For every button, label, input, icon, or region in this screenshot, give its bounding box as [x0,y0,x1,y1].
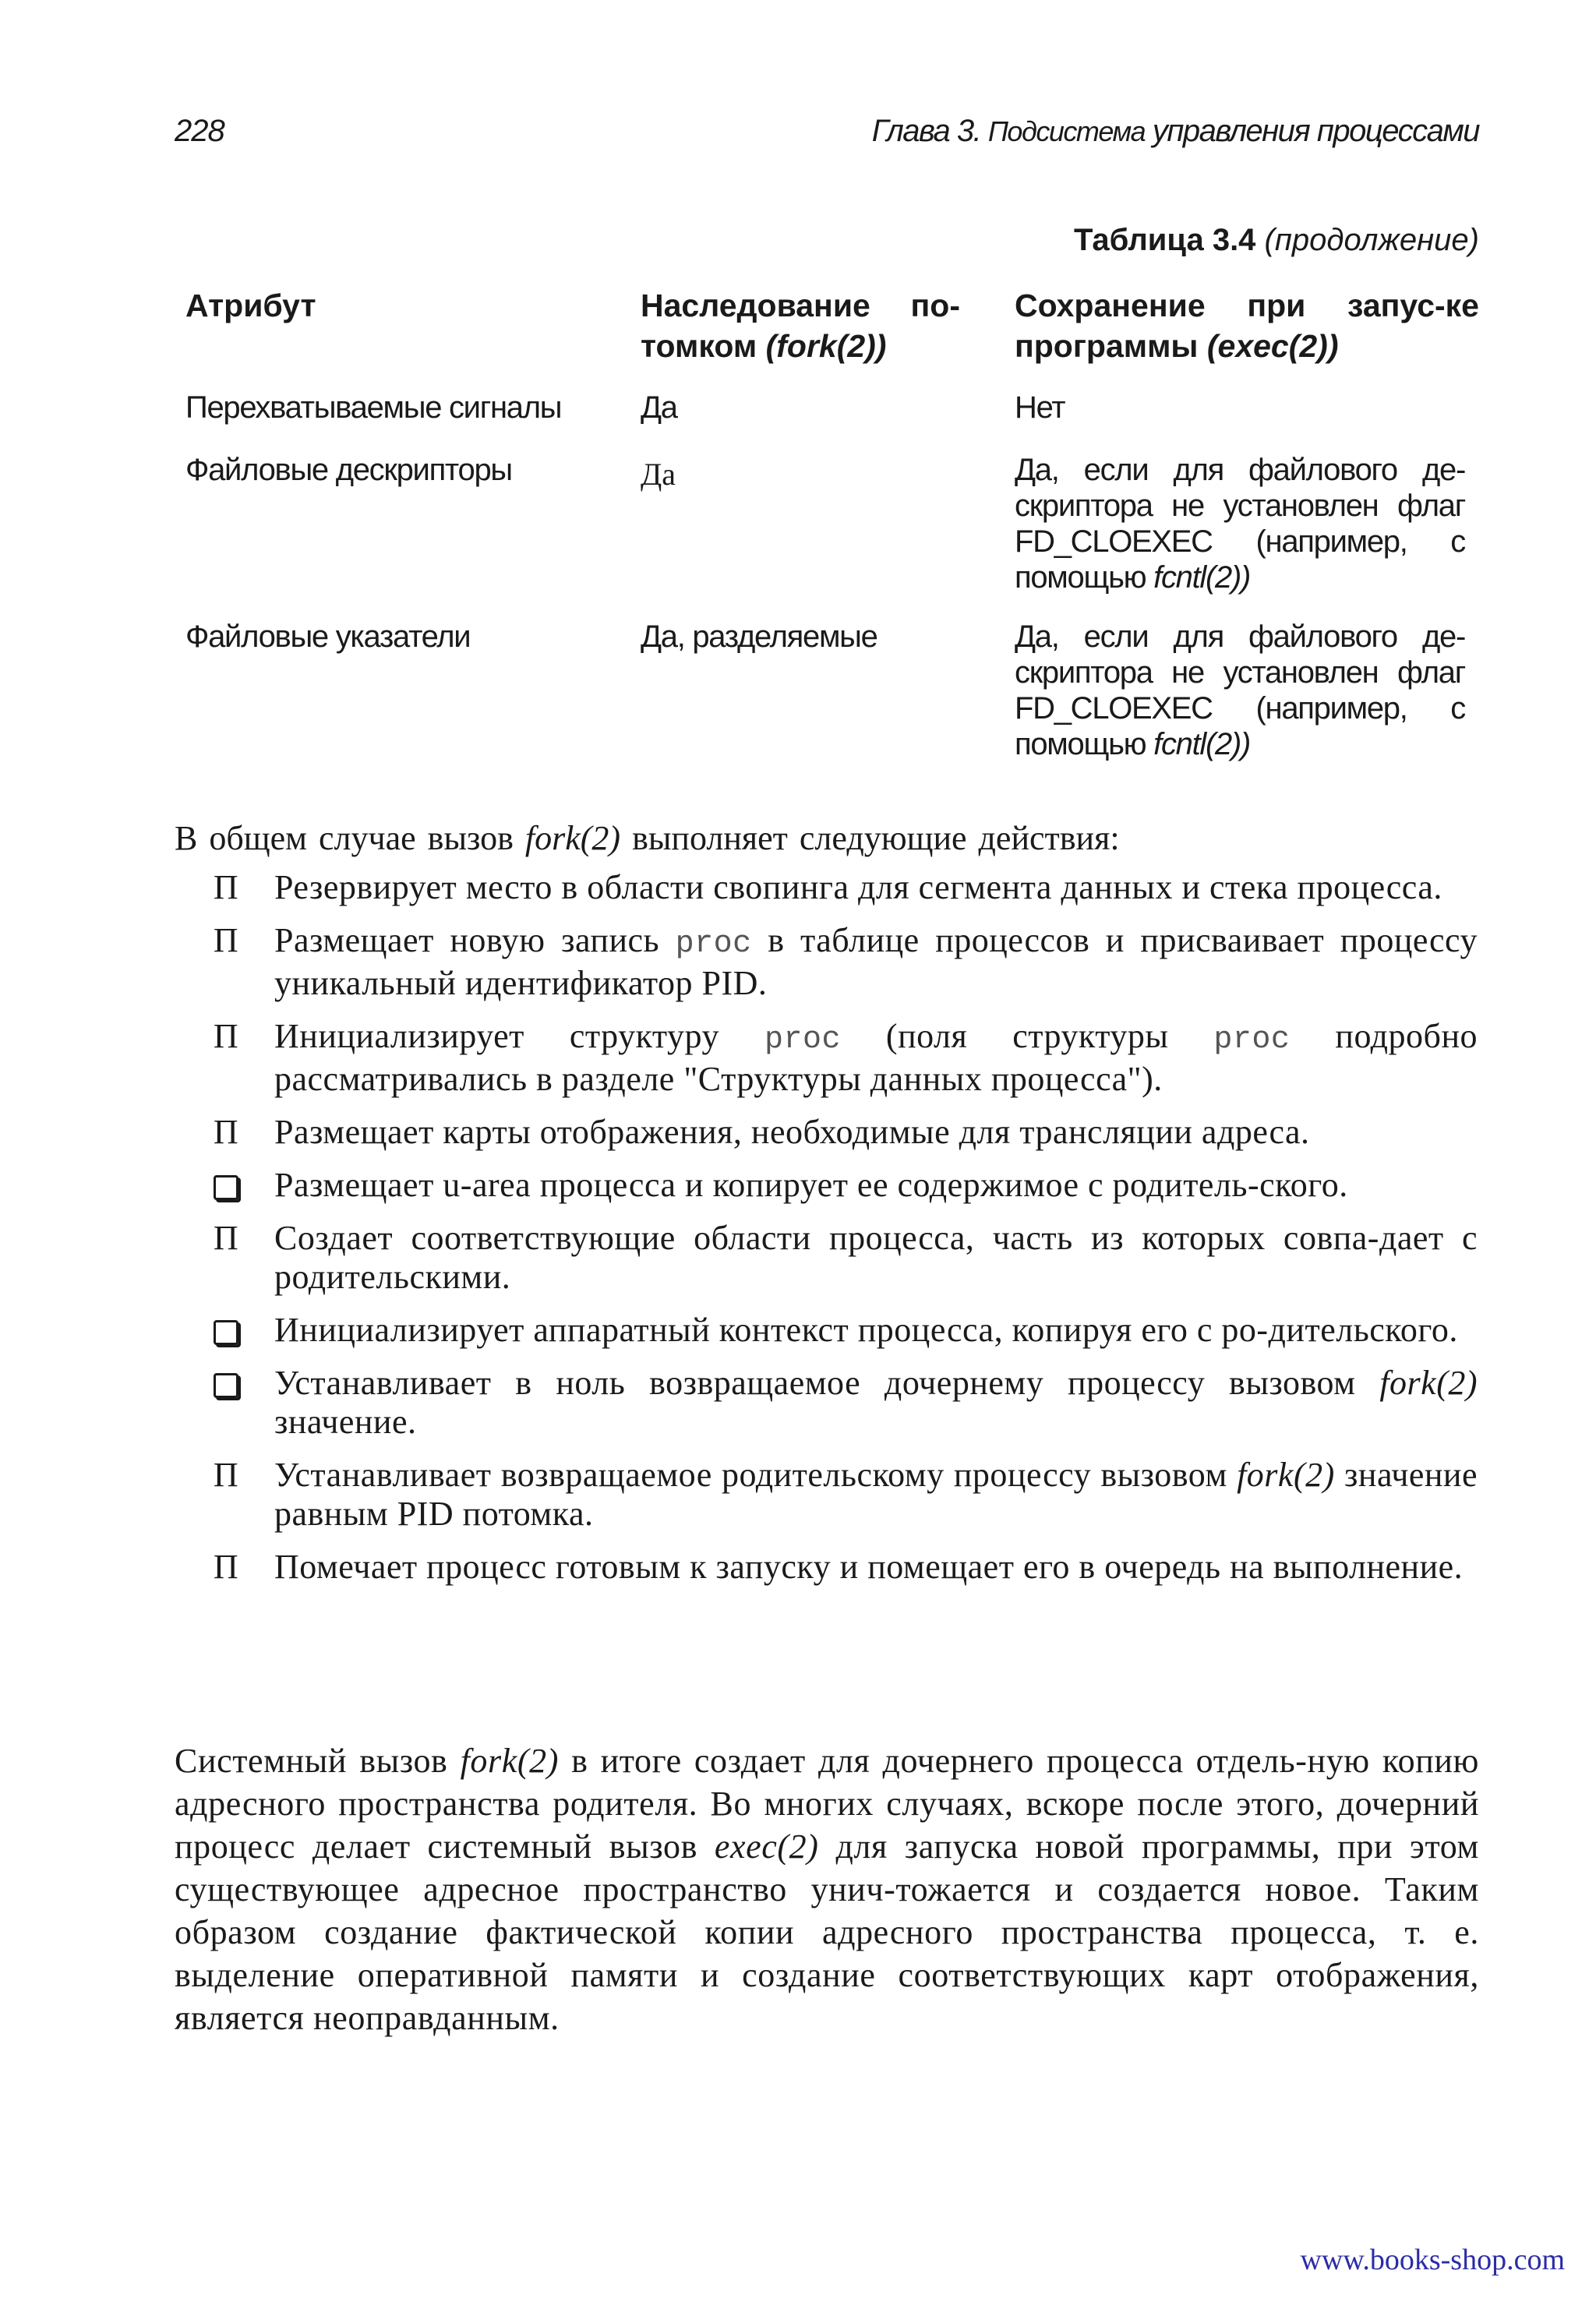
header-attribute: Атрибут [185,288,316,323]
table-caption [1074,223,1479,258]
closing-paragraph [175,1739,1479,2039]
row1-inherit: Да [641,390,677,425]
intro-post: выполняет следующие действия: [632,819,1120,857]
item-post: подробно рассматривались в разделе "Структуры данных процесса"). [274,1017,1478,1098]
checkbox-bullet-icon [214,1320,238,1345]
item-mid: (поля структуры [885,1017,1169,1055]
header-inherit-call: (fork(2)) [765,328,887,364]
closing-call-1: fork(2) [460,1742,559,1780]
checkbox-bullet-icon [214,1175,238,1200]
header-exec-text: Сохранение при запус-ке программы [1015,288,1479,364]
chapter-title [872,114,1479,149]
list-item [210,1548,1478,1587]
bullet-marker: П [213,1219,239,1257]
chapter-name: управления процессами [1152,114,1479,148]
item-text: Инициализирует аппаратный контекст процесса, копируя его с ро-дительского. [274,1311,1458,1349]
row1-exec: Нет [1015,390,1065,425]
list-item [210,1364,1478,1442]
bullet-marker: П [213,1113,239,1151]
item-code: proc [675,927,752,962]
list-item [210,1456,1478,1534]
bullet-marker: П [213,921,239,959]
header-inherit [641,285,960,366]
item-text: Размещает u-area процесса и копирует ее содержимое с родитель-ского. [274,1166,1348,1204]
item-call: fork(2) [1379,1364,1478,1402]
item-pre: Размещает новую запись [274,921,660,959]
item-pre: Устанавливает в ноль возвращаемое дочернему процессу вызовом [274,1364,1356,1402]
closing-post: для запуска новой программы, при этом существующее адресное пространство унич-тожается и создается новое. Таким образом создание фактической копии адресного пространства процесса, т. е. выделение оперативной памяти и создание соответствующих карт отображения, является неоправданным. [175,1827,1479,2037]
checkbox-bullet-icon [214,1373,238,1398]
list-item [210,921,1478,1003]
list-item [210,868,1478,907]
item-code-2: proc [1213,1022,1291,1057]
bullet-marker: П [213,1456,239,1494]
header-exec-call: (exec(2)) [1206,328,1339,364]
item-pre: Инициализирует структуру [274,1017,719,1055]
header-inherit-text: Наследование по-томком [641,288,960,364]
bullet-marker: П [213,1548,239,1586]
row3-exec-text: Да, если для файлового де-скриптора не установлен флаг FD_CLOEXEC (например, с помощью [1015,620,1465,761]
row2-attribute: Файловые дескрипторы [185,453,512,487]
closing-call-2: exec(2) [714,1827,819,1866]
row3-exec-call: fcntl(2)) [1153,727,1251,761]
item-text: Помечает процесс готовым к запуску и помещает его в очередь на выполнение. [274,1548,1464,1586]
row2-exec [1015,452,1465,595]
intro-call: fork(2) [524,819,621,857]
row3-inherit: Да, разделяемые [641,620,877,654]
bullet-marker: П [213,1017,239,1055]
chapter-sub: Подсистема [987,115,1146,147]
page-number: 228 [175,114,224,148]
closing-mid: в итоге создает для дочернего процесса отдель-ную копию адресного пространства родителя. Во многих случаях, вскоре после этого, дочерний процесс делает системный вызов [175,1742,1479,1866]
item-text: Создает соответствующие области процесса, часть из которых совпа-дает с родительскими. [274,1219,1478,1296]
row2-inherit: Да [641,457,676,492]
row3-attribute: Файловые указатели [185,620,471,654]
row2-exec-text: Да, если для файлового де-скриптора не установлен флаг FD_CLOEXEC (например, с помощью [1015,453,1465,595]
list-item [210,1311,1478,1350]
table-caption-continued: (продолжение) [1264,223,1479,257]
item-text: Резервирует место в области свопинга для сегмента данных и стека процесса. [274,868,1442,906]
row1-attribute: Перехватываемые сигналы [185,390,562,425]
page-header [175,114,1479,161]
row3-exec [1015,619,1465,762]
list-item [210,1219,1478,1297]
item-text: Размещает карты отображения, необходимые для трансляции адреса. [274,1113,1310,1151]
item-code: proc [764,1022,841,1057]
chapter-label: Глава 3. [871,114,981,148]
header-exec [1015,285,1479,366]
item-pre: Устанавливает возвращаемое родительскому процессу вызовом [274,1456,1227,1494]
list-item [210,1113,1478,1152]
list-item [210,1166,1478,1205]
list-item [210,1017,1478,1099]
row2-exec-call: fcntl(2)) [1153,560,1251,595]
closing-pre: Системный вызов [175,1742,448,1780]
item-call: fork(2) [1237,1456,1335,1494]
footer-link[interactable]: www.books-shop.com [1300,2244,1565,2276]
fork-actions-list [210,868,1478,1601]
intro-pre: В общем случае вызов [175,819,514,857]
intro-paragraph [175,818,1120,859]
table-caption-number: Таблица 3.4 [1073,223,1256,257]
item-post: в таблице процессов и присваивает процессу уникальный идентификатор PID. [274,921,1478,1002]
item-post: значение равным PID потомка. [274,1456,1478,1533]
item-post: значение. [274,1403,417,1441]
bullet-marker: П [213,868,239,906]
